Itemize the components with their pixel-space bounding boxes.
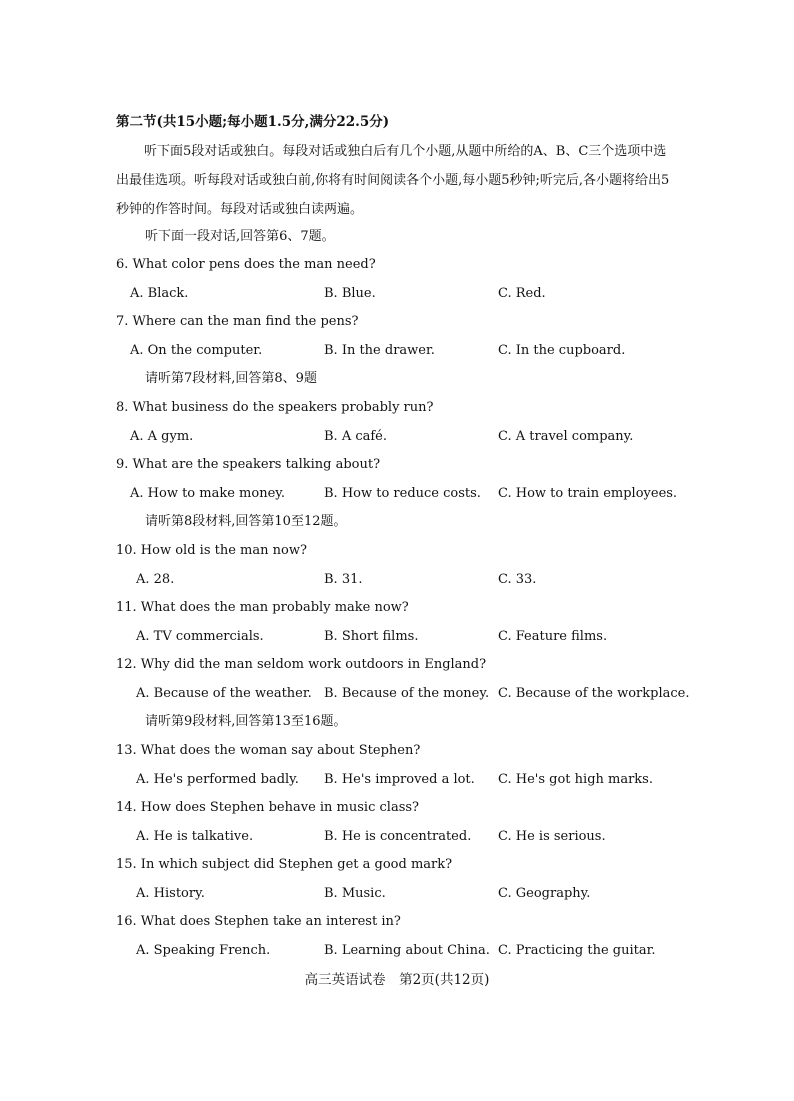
option-12c: C. Because of the workplace. [498, 686, 690, 701]
question-15: 15. In which subject did Stephen get a good mark? [116, 857, 453, 872]
option-12b: B. Because of the money. [324, 686, 490, 701]
option-14b: B. He is concentrated. [324, 829, 472, 844]
option-16b: B. Learning about China. [324, 943, 490, 958]
question-14: 14. How does Stephen behave in music class? [116, 800, 420, 815]
question-10: 10. How old is the man now? [116, 543, 307, 558]
question-16: 16. What does Stephen take an interest in? [116, 914, 401, 929]
option-9c: C. How to train employees. [498, 486, 678, 501]
option-14c: C. He is serious. [498, 829, 606, 844]
question-6: 6. What color pens does the man need? [116, 257, 376, 272]
option-16c: C. Practicing the guitar. [498, 943, 656, 958]
question-9: 9. What are the speakers talking about? [116, 457, 381, 472]
question-7: 7. Where can the man find the pens? [116, 314, 359, 329]
option-12a: A. Because of the weather. [136, 686, 312, 701]
material-instruction-7: 请听第7段材料,回答第8、9题 [145, 371, 317, 386]
option-11a: A. TV commercials. [136, 629, 264, 644]
option-8a: A. A gym. [130, 429, 194, 444]
option-8c: C. A travel company. [498, 429, 634, 444]
option-7c: C. In the cupboard. [498, 343, 626, 358]
option-9b: B. How to reduce costs. [324, 486, 481, 501]
option-10c: C. 33. [498, 572, 537, 587]
option-10b: B. 31. [324, 572, 363, 587]
option-15a: A. History. [136, 886, 205, 901]
option-13c: C. He's got high marks. [498, 772, 653, 787]
section-title: 第二节(共15小题;每小题1.5分,满分22.5分) [116, 114, 390, 130]
option-7b: B. In the drawer. [324, 343, 435, 358]
option-6a: A. Black. [130, 286, 189, 301]
option-15c: C. Geography. [498, 886, 591, 901]
option-6c: C. Red. [498, 286, 546, 301]
option-15b: B. Music. [324, 886, 386, 901]
option-13b: B. He's improved a lot. [324, 772, 475, 787]
option-9a: A. How to make money. [130, 486, 286, 501]
question-11: 11. What does the man probably make now? [116, 600, 409, 615]
option-6b: B. Blue. [324, 286, 376, 301]
material-instruction-8: 请听第8段材料,回答第10至12题。 [145, 514, 347, 529]
question-13: 13. What does the woman say about Stephen? [116, 743, 421, 758]
option-13a: A. He's performed badly. [136, 772, 299, 787]
option-14a: A. He is talkative. [136, 829, 254, 844]
question-12: 12. Why did the man seldom work outdoors in England? [116, 657, 487, 672]
dialogue-instruction-6: 听下面一段对话,回答第6、7题。 [145, 229, 335, 244]
material-instruction-9: 请听第9段材料,回答第13至16题。 [145, 714, 347, 729]
option-11b: B. Short films. [324, 629, 419, 644]
section-instructions: 听下面5段对话或独白。每段对话或独白后有几个小题,从题中所给的A、B、C三个选项中选出最佳选项。听每段对话或独白前,你将有时间阅读各个小题,每小题5秒钟;听完后,各小题将给出5秒钟的作答时间。每段对话或独白读两遍。 [116, 144, 670, 217]
option-10a: A. 28. [136, 572, 175, 587]
page-footer: 高三英语试卷 第2页(共12页) [304, 972, 490, 988]
option-7a: A. On the computer. [130, 343, 263, 358]
option-8b: B. A café. [324, 429, 388, 444]
option-16a: A. Speaking French. [136, 943, 271, 958]
option-11c: C. Feature films. [498, 629, 608, 644]
question-8: 8. What business do the speakers probably run? [116, 400, 434, 415]
